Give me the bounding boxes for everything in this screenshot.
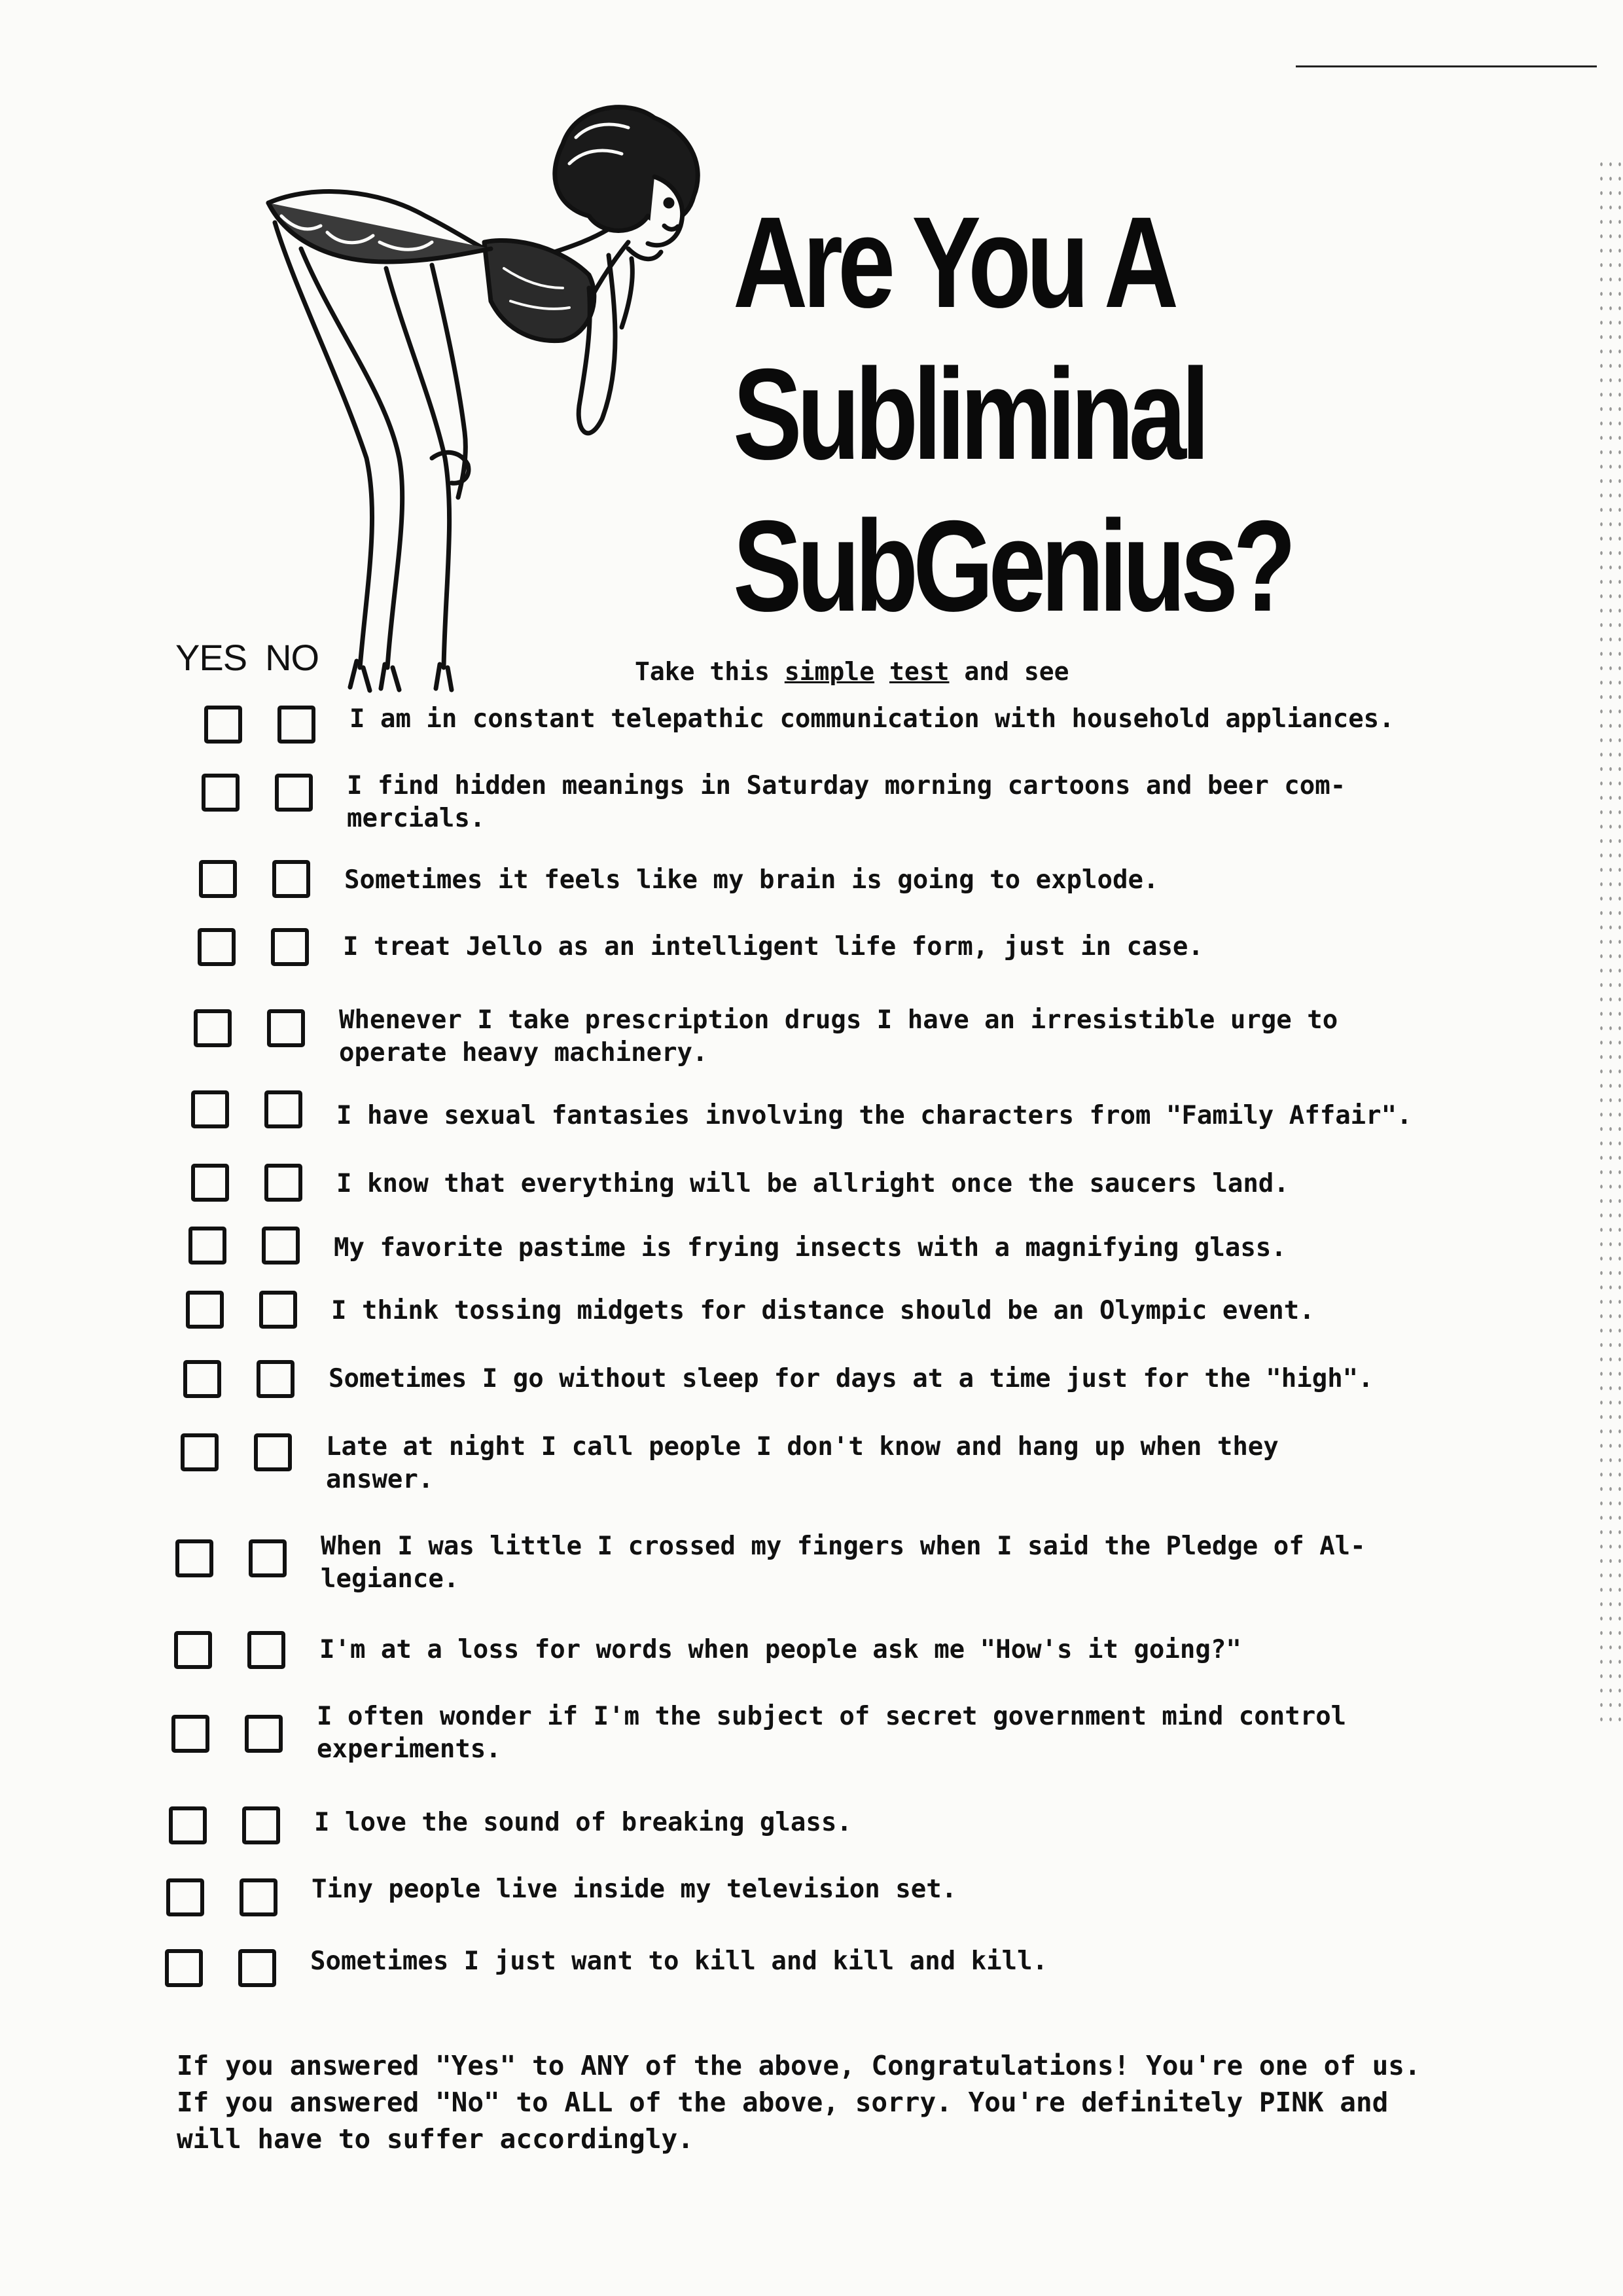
no-checkbox[interactable] — [249, 1539, 287, 1577]
no-checkbox[interactable] — [262, 1227, 300, 1265]
no-checkbox[interactable] — [264, 1090, 302, 1128]
no-checkbox[interactable] — [257, 1360, 294, 1398]
no-checkbox[interactable] — [267, 1009, 305, 1047]
intro-suffix: and see — [964, 657, 1069, 686]
yes-checkbox[interactable] — [165, 1949, 203, 1987]
question-text: I love the sound of breaking glass. — [314, 1808, 852, 1837]
question-text: I often wonder if I'm the subject of secret government mind control experiments. — [317, 1702, 1347, 1764]
no-checkbox[interactable] — [271, 928, 309, 966]
question-text: My favorite pastime is frying insects with a magnifying glass. — [334, 1233, 1287, 1263]
no-checkbox[interactable] — [240, 1878, 277, 1916]
question-text: I'm at a loss for words when people ask me "How's it going?" — [319, 1635, 1241, 1664]
question-text: Whenever I take prescription drugs I have an irresistible urge to operate heavy machinery. — [339, 1005, 1338, 1067]
question-text: Late at night I call people I don't know and hang up when they answer. — [326, 1432, 1279, 1494]
question-text: Sometimes I go without sleep for days at a time just for the "high". — [329, 1364, 1374, 1393]
intro-word-test: test — [889, 657, 950, 686]
no-checkbox[interactable] — [238, 1949, 276, 1987]
intro-word-simple: simple — [784, 657, 875, 686]
answer-column-headers — [175, 636, 319, 679]
yes-checkbox[interactable] — [191, 1164, 229, 1202]
yes-column-header: YES — [175, 637, 247, 678]
footer-line-2: If you answered "No" to ALL of the above, sorry. You're definitely PINK and — [177, 2087, 1389, 2118]
yes-checkbox[interactable] — [198, 928, 236, 966]
yes-checkbox[interactable] — [202, 774, 240, 812]
no-checkbox[interactable] — [247, 1631, 285, 1669]
title-line-3: SubGenius? — [733, 493, 1291, 638]
page-edge-line — [1296, 65, 1597, 67]
no-checkbox[interactable] — [242, 1806, 280, 1844]
result-footer — [177, 2047, 1551, 2157]
yes-checkbox[interactable] — [186, 1291, 224, 1329]
no-checkbox[interactable] — [277, 706, 315, 744]
yes-checkbox[interactable] — [175, 1539, 213, 1577]
intro-prefix: Take this — [635, 657, 770, 686]
question-text: Sometimes it feels like my brain is going to explode. — [344, 865, 1159, 895]
title-line-2: Subliminal — [733, 342, 1205, 486]
question-text: I am in constant telepathic communication with household appliances. — [349, 704, 1395, 734]
no-checkbox[interactable] — [245, 1715, 283, 1753]
question-text: Tiny people live inside my television set. — [312, 1874, 957, 1904]
question-text: Sometimes I just want to kill and kill and kill. — [310, 1946, 1048, 1976]
question-text: When I was little I crossed my fingers when I said the Pledge of Al- legiance. — [321, 1532, 1366, 1594]
yes-checkbox[interactable] — [169, 1806, 207, 1844]
page-title — [733, 187, 1291, 642]
question-text: I think tossing midgets for distance should be an Olympic event. — [331, 1296, 1315, 1325]
no-checkbox[interactable] — [259, 1291, 297, 1329]
yes-checkbox[interactable] — [174, 1631, 212, 1669]
no-column-header: NO — [265, 637, 319, 678]
test-intro — [635, 657, 1069, 686]
no-checkbox[interactable] — [272, 860, 310, 898]
no-checkbox[interactable] — [275, 774, 313, 812]
yes-checkbox[interactable] — [191, 1090, 229, 1128]
yes-checkbox[interactable] — [194, 1009, 232, 1047]
no-checkbox[interactable] — [264, 1164, 302, 1202]
question-text: I treat Jello as an intelligent life form, just in case. — [343, 932, 1204, 961]
pinup-girl-illustration — [236, 92, 772, 694]
footer-line-1: If you answered "Yes" to ANY of the above, Congratulations! You're one of us. — [177, 2050, 1421, 2081]
footer-line-3: will have to suffer accordingly. — [177, 2123, 694, 2155]
title-line-1: Are You A — [733, 190, 1174, 334]
no-checkbox[interactable] — [254, 1433, 292, 1471]
question-text: I have sexual fantasies involving the characters from "Family Affair". — [336, 1101, 1412, 1130]
yes-checkbox[interactable] — [188, 1227, 226, 1265]
yes-checkbox[interactable] — [181, 1433, 219, 1471]
question-text: I find hidden meanings in Saturday morning cartoons and beer com- mercials. — [347, 771, 1346, 833]
yes-checkbox[interactable] — [166, 1878, 204, 1916]
yes-checkbox[interactable] — [199, 860, 237, 898]
question-text: I know that everything will be allright once the saucers land. — [336, 1169, 1289, 1198]
yes-checkbox[interactable] — [183, 1360, 221, 1398]
yes-checkbox[interactable] — [171, 1715, 209, 1753]
yes-checkbox[interactable] — [204, 706, 242, 744]
